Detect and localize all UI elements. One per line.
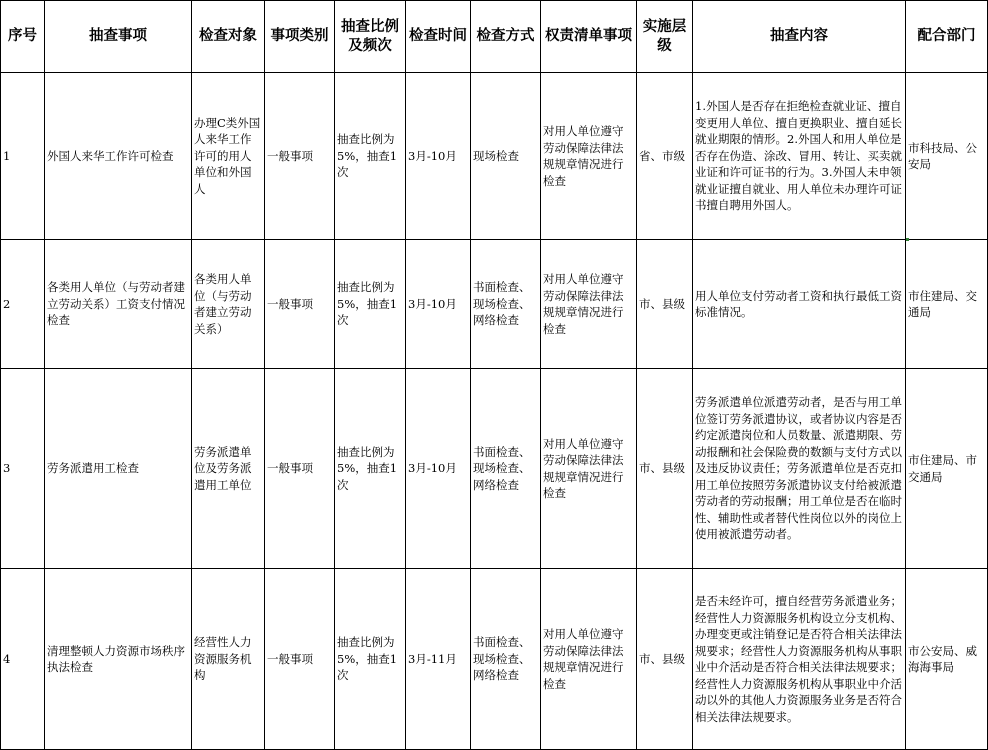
cell-level: 市、县级 bbox=[637, 569, 693, 750]
cell-target: 劳务派遣单位及劳务派遣用工单位 bbox=[192, 369, 265, 569]
cell-dept: 市科技局、公安局 bbox=[906, 73, 988, 240]
cell-content: 是否未经许可，擅自经营劳务派遣业务；经营性人力资源服务机构设立分支机构、办理变更或注销登记是否符合相关法律法规要求；经营性人力资源服务机构从事职业中介活动是否符合相关法律法规要求；经营性人力资源服务机构从事职业中介活动以外的其他人力资源服务业务是否符合相关法律法规要求。 bbox=[693, 569, 906, 750]
table-row bbox=[1, 73, 988, 240]
header-row bbox=[1, 1, 988, 73]
header-level: 实施层级 bbox=[637, 1, 693, 73]
cell-category: 一般事项 bbox=[265, 369, 335, 569]
header-time: 检查时间 bbox=[406, 1, 471, 73]
cell-responsibility: 对用人单位遵守劳动保障法律法规规章情况进行检查 bbox=[541, 369, 637, 569]
cell-category: 一般事项 bbox=[265, 240, 335, 369]
header-category: 事项类别 bbox=[265, 1, 335, 73]
cell-responsibility: 对用人单位遵守劳动保障法律法规规章情况进行检查 bbox=[541, 73, 637, 240]
cell-method: 书面检查、现场检查、网络检查 bbox=[471, 569, 541, 750]
cell-target: 经营性人力资源服务机构 bbox=[192, 569, 265, 750]
cell-method: 书面检查、现场检查、网络检查 bbox=[471, 369, 541, 569]
header-item: 抽查事项 bbox=[45, 1, 192, 73]
cell-dept: 市公安局、威海海事局 bbox=[906, 569, 988, 750]
cell-responsibility: 对用人单位遵守劳动保障法律法规规章情况进行检查 bbox=[541, 569, 637, 750]
cell-level: 市、县级 bbox=[637, 240, 693, 369]
header-content: 抽查内容 bbox=[693, 1, 906, 73]
cell-content: 用人单位支付劳动者工资和执行最低工资标准情况。 bbox=[693, 240, 906, 369]
header-dept: 配合部门 bbox=[906, 1, 988, 73]
cell-seq: 2 bbox=[1, 240, 45, 369]
cell-category: 一般事项 bbox=[265, 73, 335, 240]
cell-level: 市、县级 bbox=[637, 369, 693, 569]
cell-method: 书面检查、现场检查、网络检查 bbox=[471, 240, 541, 369]
cell-ratio: 抽查比例为5%，抽查1次 bbox=[335, 240, 406, 369]
header-method: 检查方式 bbox=[471, 1, 541, 73]
cell-item: 外国人来华工作许可检查 bbox=[45, 73, 192, 240]
header-seq: 序号 bbox=[1, 1, 45, 73]
cell-item: 劳务派遣用工检查 bbox=[45, 369, 192, 569]
cell-time: 3月-10月 bbox=[406, 73, 471, 240]
cell-level: 省、市级 bbox=[637, 73, 693, 240]
cell-marker bbox=[906, 238, 909, 241]
cell-dept: 市住建局、交通局 bbox=[906, 240, 988, 369]
cell-time: 3月-10月 bbox=[406, 240, 471, 369]
cell-method: 现场检查 bbox=[471, 73, 541, 240]
cell-responsibility: 对用人单位遵守劳动保障法律法规规章情况进行检查 bbox=[541, 240, 637, 369]
cell-item: 各类用人单位（与劳动者建立劳动关系）工资支付情况检查 bbox=[45, 240, 192, 369]
table-row bbox=[1, 569, 988, 750]
cell-ratio: 抽查比例为5%，抽查1次 bbox=[335, 369, 406, 569]
cell-target: 办理C类外国人来华工作许可的用人单位和外国人 bbox=[192, 73, 265, 240]
table-row bbox=[1, 369, 988, 569]
cell-target: 各类用人单位（与劳动者建立劳动关系） bbox=[192, 240, 265, 369]
cell-ratio: 抽查比例为5%，抽查1次 bbox=[335, 569, 406, 750]
cell-ratio: 抽查比例为5%，抽查1次 bbox=[335, 73, 406, 240]
cell-item: 清理整顿人力资源市场秩序执法检查 bbox=[45, 569, 192, 750]
header-ratio: 抽查比例及频次 bbox=[335, 1, 406, 73]
cell-seq: 1 bbox=[1, 73, 45, 240]
cell-time: 3月-11月 bbox=[406, 569, 471, 750]
cell-dept: 市住建局、市交通局 bbox=[906, 369, 988, 569]
cell-category: 一般事项 bbox=[265, 569, 335, 750]
cell-content: 1.外国人是否存在拒绝检查就业证、擅自变更用人单位、擅自更换职业、擅自延长就业期限的情形。2.外国人和用人单位是否存在伪造、涂改、冒用、转让、买卖就业证和许可证书的行为。3.外国人未申领就业证擅自就业、用人单位未办理许可证书擅自聘用外国人。 bbox=[693, 73, 906, 240]
cell-time: 3月-10月 bbox=[406, 369, 471, 569]
cell-seq: 3 bbox=[1, 369, 45, 569]
header-target: 检查对象 bbox=[192, 1, 265, 73]
cell-content: 劳务派遣单位派遣劳动者，是否与用工单位签订劳务派遣协议，或者协议内容是否约定派遣岗位和人员数量、派遣期限、劳动报酬和社会保险费的数额与支付方式以及违反协议责任；劳务派遣单位是否克扣用工单位按照劳务派遣协议支付给被派遣劳动者的劳动报酬；用工单位是否在临时性、辅助性或者替代性岗位以外的岗位上使用被派遣劳动者。 bbox=[693, 369, 906, 569]
table-row bbox=[1, 240, 988, 369]
header-responsibility: 权责清单事项 bbox=[541, 1, 637, 73]
cell-seq: 4 bbox=[1, 569, 45, 750]
